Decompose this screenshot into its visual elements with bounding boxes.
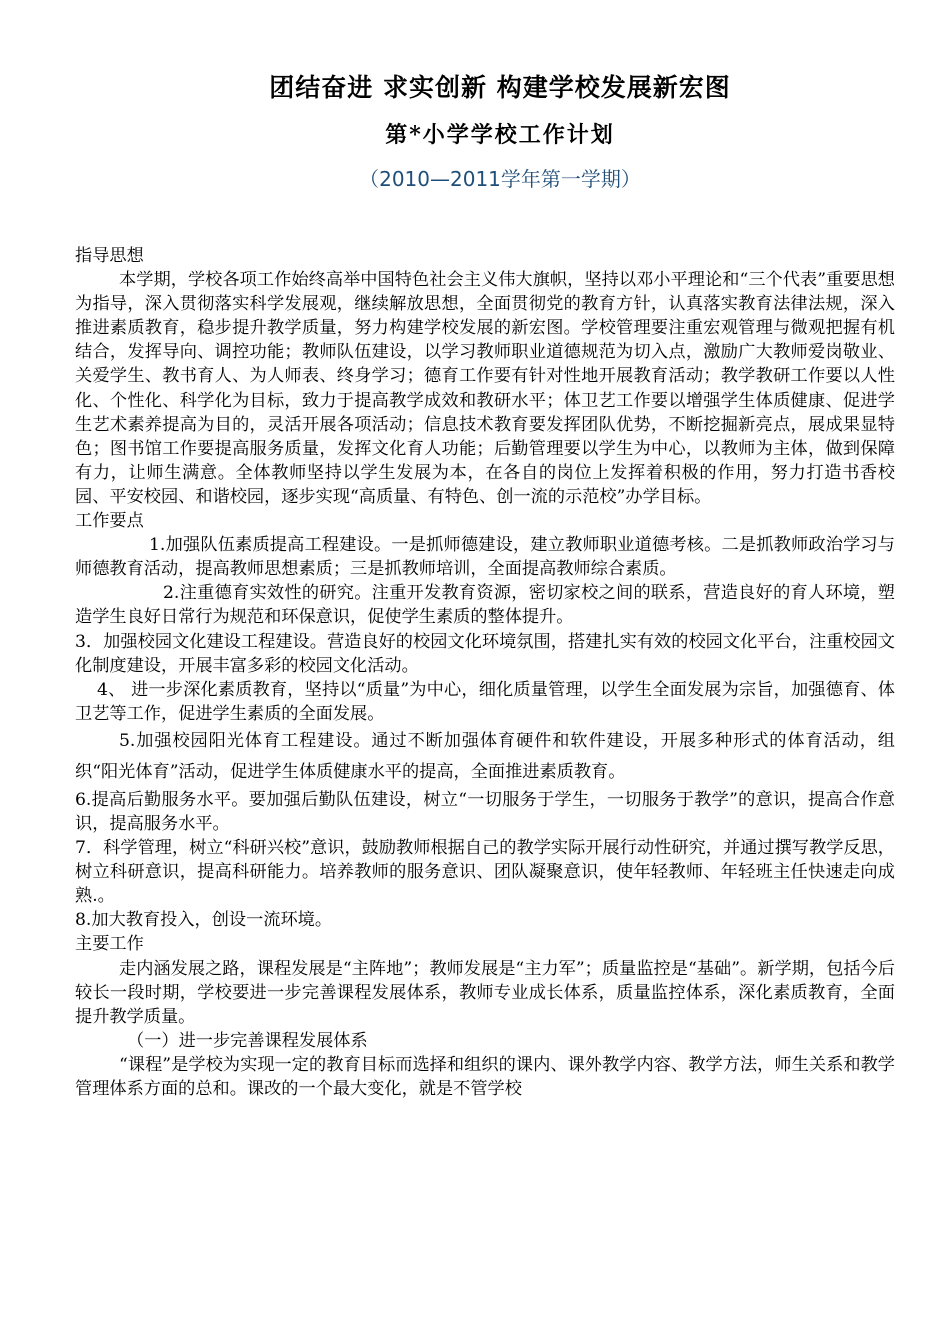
main-paragraph: 走内涵发展之路，课程发展是“主阵地”；教师发展是“主力军”；质量监控是“基础”。新学期，包括今后较长一段时期，学校要进一步完善课程发展体系，教师专业成长体系，质量监控体系，深化素质教育，全面提升教学质量。: [75, 958, 895, 1027]
section-heading-main: 主要工作: [75, 934, 144, 955]
point-item-6: 6.提高后勤服务水平。要加强后勤队伍建设，树立“一切服务于学生，一切服务于教学”的意识，提高合作意识，提高服务水平。: [75, 789, 895, 834]
point-item-3: 3．加强校园文化建设工程建设。营造良好的校园文化环境氛围，搭建扎实有效的校园文化平台，注重校园文化制度建设，开展丰富多彩的校园文化活动。: [75, 631, 895, 676]
section-heading-points: 工作要点: [75, 511, 144, 532]
point-item-4: 4、 进一步深化素质教育，坚持以“质量”为中心，细化质量管理，以学生全面发展为宗旨，加强德育、体卫艺等工作，促进学生素质的全面发展。: [75, 679, 895, 724]
term-label: （2010—2011学年第一学期）: [359, 167, 641, 191]
document-subtitle: 第*小学学校工作计划: [385, 122, 615, 148]
subsection-paragraph-1: “课程”是学校为实现一定的教育目标而选择和组织的课内、课外教学内容、教学方法，师生关系和教学管理体系方面的总和。课改的一个最大变化，就是不管学校: [75, 1054, 895, 1099]
guiding-paragraph: 本学期，学校各项工作始终高举中国特色社会主义伟大旗帜，坚持以邓小平理论和“三个代表”重要思想为指导，深入贯彻落实科学发展观，继续解放思想，全面贯彻党的教育方针，认真落实教育法律法规，深入推进素质教育，稳步提升教学质量，努力构建学校发展的新宏图。学校管理要注重宏观管理与微观把握有机结合，发挥导向、调控功能；教师队伍建设，以学习教师职业道德规范为切入点，激励广大教师爱岗敬业、关爱学生、教书育人、为人师表、终身学习；德育工作要有针对性地开展教育活动；教学教研工作要以人性化、个性化、科学化为目标，致力于提高教学成效和教研水平；体卫艺工作要以增强学生体质健康、促进学生艺术素养提高为目的，灵活开展各项活动；信息技术教育要发挥团队优势，不断挖掘新亮点，展成果显特色；图书馆工作要提高服务质量，发挥文化育人功能；后勤管理要以学生为中心，以教师为主体，做到保障有力，让师生满意。全体教师坚持以学生发展为本，在各自的岗位上发挥着积极的作用，努力打造书香校园、平安校园、和谐校园，逐步实现“高质量、有特色、创一流的示范校”办学目标。: [75, 270, 895, 507]
point-item-5: 5.加强校园阳光体育工程建设。通过不断加强体育硬件和软件建设，开展多种形式的体育活动，组织“阳光体育”活动，促进学生体质健康水平的提高，全面推进素质教育。: [75, 730, 895, 782]
subsection-heading-1: （一）进一步完善课程发展体系: [127, 1030, 368, 1051]
point-item-8: 8.加大教育投入，创设一流环境。: [75, 910, 333, 931]
section-heading-guiding: 指导思想: [75, 246, 144, 266]
point-item-1: 1.加强队伍素质提高工程建设。一是抓师德建设，建立教师职业道德考核。二是抓教师政治学习与师德教育活动，提高教师思想素质；三是抓教师培训，全面提高教师综合素质。: [75, 535, 895, 580]
document-title: 团结奋进 求实创新 构建学校发展新宏图: [269, 73, 731, 102]
point-item-2: 2.注重德育实效性的研究。注重开发教育资源，密切家校之间的联系，营造良好的育人环境，塑造学生良好日常行为规范和环保意识，促使学生素质的整体提升。: [75, 583, 895, 628]
point-item-7: 7．科学管理，树立“科研兴校”意识，鼓励教师根据自己的教学实际开展行动性研究，并通过撰写教学反思，树立科研意识，提高科研能力。培养教师的服务意识、团队凝聚意识，使年轻教师、年轻班主任快速走向成熟.。: [75, 838, 895, 907]
document-body: [75, 244, 895, 1101]
